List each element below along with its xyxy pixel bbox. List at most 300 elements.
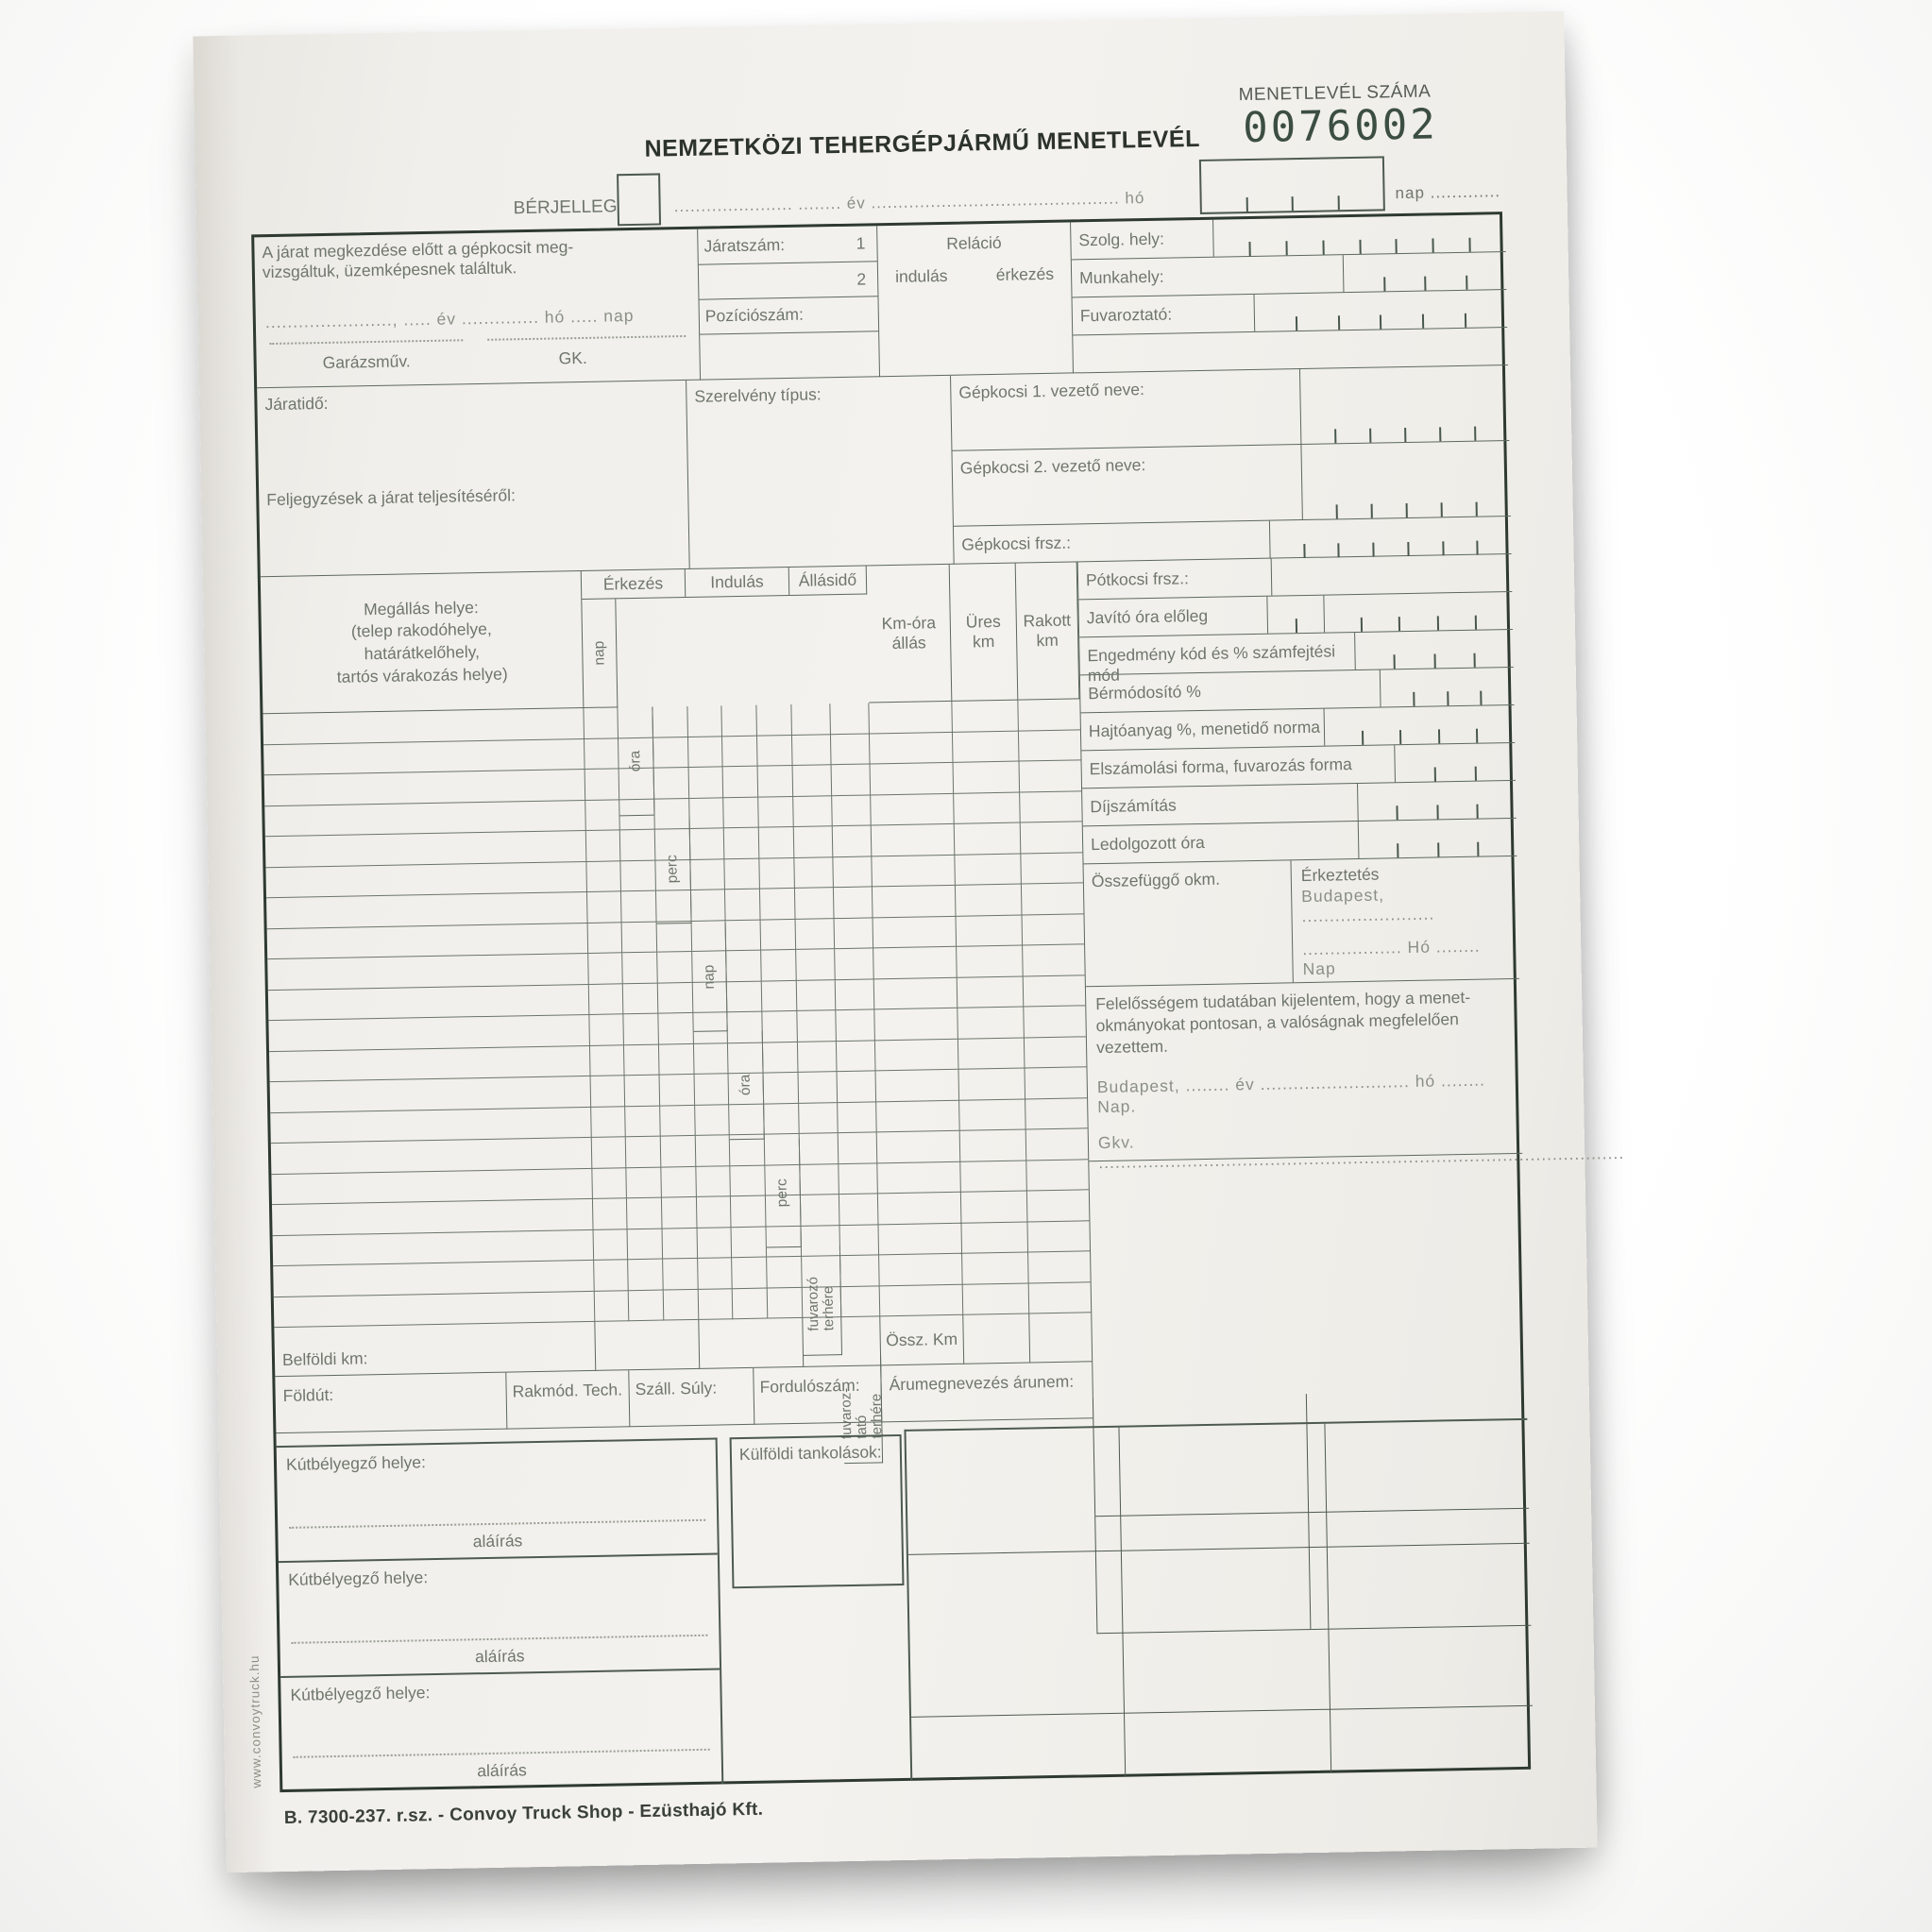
stop-table-cell [764,1073,800,1104]
tick-mark [1397,805,1398,820]
elszamolasi-label: Elszámolási forma, fuvarozás forma [1081,745,1396,788]
indulas-header-label: Indulás [710,571,764,592]
stop-table-cell [876,1070,960,1102]
stop-table-cell [761,950,797,981]
stop-table-cell [698,1228,733,1259]
indulas-header [686,568,790,598]
stop-table-cell [763,1042,799,1073]
tick-mark [1476,805,1478,819]
megallas-header [261,571,585,714]
belfoldi-ures-cell [963,1313,1030,1364]
stop-table-cell [621,891,657,923]
stop-table-cell [722,736,758,767]
stop-table-cell [799,1072,839,1103]
berjelleg-label: BÉRJELLEG [513,196,618,219]
indulas-label: indulás [894,265,948,286]
stop-table-cell [871,763,955,795]
kulfoldi-box [730,1434,905,1588]
stop-table-cell [626,1137,662,1168]
tick-mark [1436,805,1438,819]
arumegnevezes-cell [881,1362,1093,1422]
stop-table-cell [695,1105,730,1136]
stop-table-cell [660,1105,696,1136]
stop-table-cell [841,1286,881,1317]
tick-mark [1406,503,1408,517]
stop-table-cell [876,1100,960,1132]
tick-mark [1433,653,1435,668]
szall-suly-cell [629,1368,754,1427]
grid-3x3-cell [1124,1709,1330,1777]
stop-table-cell [759,827,795,858]
stop-table-cell [831,734,871,765]
stop-table-cell [870,732,954,764]
stop-table-cell [627,1198,663,1229]
stop-table-cell [1024,1006,1086,1038]
stop-table-cell [767,1226,803,1257]
form-title: NEMZETKÖZI TEHERGÉPJÁRMŰ MENETLEVÉL [644,125,1201,162]
stop-table-cell [797,980,837,1011]
stop-table-cell [595,1291,630,1322]
grid-3x3 [904,1418,1534,1781]
szerelveny-cell [686,376,955,569]
stop-table-cell [593,1198,628,1229]
stop-table-cell [1019,730,1081,762]
grid-3x3-cell [908,1551,1124,1717]
stop-table-cell [958,1008,1025,1040]
alairas-label: aláírás [477,1760,527,1781]
stop-table-cell [871,793,955,825]
stop-table-cell [729,1074,765,1105]
stop-table-cell [658,982,694,1013]
stop-table-cell [699,1289,734,1320]
tick-mark [1248,242,1250,256]
stop-table-cell [957,946,1024,978]
tick-mark [1371,504,1373,518]
tick-mark [1474,427,1476,441]
tick-mark [1338,315,1340,330]
fuvaroztato-label: Fuvaroztató: [1079,304,1173,326]
tick-mark [1383,277,1385,291]
erkezes-nap-col [582,599,618,708]
allasido-header [789,566,868,595]
gepkocsi1-row [951,365,1509,451]
pozicioszam-label: Pozíciószám: [704,304,805,326]
stop-table-cell [594,1229,629,1261]
stop-table-cell [960,1129,1027,1161]
kutbelyegzo-label: Kútbélyegző helye: [290,1683,431,1704]
erkeztetes-budapest: Budapest, ........................ [1301,885,1435,926]
footer-note: B. 7300-237. r.sz. - Convoy Truck Shop - Ezüsthajó Kft. [283,1799,764,1829]
tick-mark [1432,238,1434,252]
stop-table-cell [768,1287,804,1318]
stop-table-cell [875,1039,959,1071]
stop-table-cell [793,765,833,796]
tick-mark [1475,616,1477,630]
kulfoldi-label: Külföldi tankolások: [738,1442,882,1465]
gepkocsi2-row [952,441,1510,527]
stop-table-cell [955,854,1022,886]
stop-table-cell [761,919,797,950]
stop-table-cell [961,1222,1028,1254]
tick-mark [1372,543,1374,557]
erkezes-header [582,569,686,600]
stop-table-cell [764,1103,800,1134]
ora-vlabel: óra [737,1074,754,1096]
stop-table-cell [756,704,792,736]
nap-vlabel: nap [590,640,608,666]
stop-table-cell [591,1107,626,1138]
tick-mark [1439,427,1441,441]
stop-table-cell [767,1257,803,1288]
stop-table-cell [839,1225,879,1256]
kutbelyegzo-stack [277,1438,724,1792]
potkocsi-label: Pótkocsi frsz.: [1078,559,1273,600]
kutbelyegzo-label: Kútbélyegző helye: [285,1452,427,1474]
stop-table-cell [1020,760,1082,792]
munkahely-comb [1343,252,1507,292]
tick-mark [1285,241,1287,255]
gepkocsi1-label: Gépkocsi 1. vezető neve: [951,369,1301,450]
stop-table-cell [1024,975,1086,1008]
stop-table-cell [732,1258,768,1289]
berjelleg-date-line: ...................... ........ év .............................................. hó [673,189,1145,216]
stop-table-cell [661,1136,697,1167]
stop-table-cell [878,1193,962,1225]
stop-table-cell [694,1043,729,1075]
declaration-line2: okmányokat pontosan, a valóságnak megfelelően [1095,1009,1460,1036]
stop-table-cell [730,1165,766,1196]
stop-table-cell [956,885,1023,917]
tick-mark [1380,314,1381,329]
stop-table-cell [830,703,870,734]
erkeztetes-label: Érkeztetés [1300,864,1380,886]
stop-table-cell [728,1042,764,1074]
stop-table-cell [664,1289,700,1320]
stop-table-cell [1025,1067,1087,1099]
tick-mark [1466,276,1467,290]
stop-table-cell [663,1228,699,1259]
rakott-label: Rakott km [1023,610,1072,651]
tick-mark [1394,654,1396,669]
berjelleg-box [617,173,661,226]
stop-table-cell [619,737,654,769]
stop-table-cell [953,731,1020,763]
tick-mark [1473,653,1475,668]
stop-table-cell [832,795,872,826]
erkezes-header-label: Érkezés [602,573,664,594]
stop-table-cell [1029,1282,1092,1314]
stop-table-cell [958,1069,1025,1101]
tick-mark [1396,239,1398,253]
fuvaroztato-row [1073,290,1508,335]
foldut-cell [275,1373,507,1433]
stop-table-cell [834,887,873,918]
fordulo-cell [754,1365,882,1424]
stop-table-cell [765,1164,801,1195]
hajtoanyag-label: Hajtóanyag %, menetidő norma [1081,709,1326,751]
belfoldi-indulas-cell [699,1318,804,1369]
stop-table-cell [693,982,728,1013]
stop-table-cell [872,855,956,887]
tick-mark [1438,729,1440,743]
ossz-km-cell [880,1315,964,1366]
szall-suly-label: Száll. Súly: [635,1378,718,1399]
tick-mark [1465,314,1466,328]
stop-table-cell [619,799,655,830]
driver-column [951,365,1512,565]
stop-table-cell [954,762,1021,794]
stop-table-cell [955,823,1022,856]
relacio-label: Reláció [946,232,1002,253]
stop-table-cell [957,915,1024,947]
form-outer-border [251,212,1625,1792]
stop-table-cell [1023,914,1085,946]
tick-mark [1334,429,1336,443]
stop-table-cell [879,1254,963,1286]
stop-table-cell [793,796,833,827]
tick-mark [1292,196,1294,211]
stop-table-cell [663,1259,699,1290]
engedmeny-label: Engedmény kód és % számfejtési mód [1079,633,1356,674]
tick-mark [1397,843,1398,857]
stop-table-cell [585,769,620,800]
stop-table-cell [798,1042,838,1073]
stop-table-cell [689,798,724,829]
stop-table-cell [625,1076,661,1107]
ora-vlabel: óra [627,750,644,772]
stop-table-cell [657,952,693,983]
declaration-box [1086,979,1625,1173]
tick-mark [1477,842,1479,856]
javito-label: Javító óra előleg [1078,597,1268,637]
stop-table-cell [656,890,692,922]
stop-table-cell [952,701,1019,733]
stop-table-cell [796,919,836,950]
ledolgozott-comb [1359,819,1517,858]
stop-table-cell [587,891,622,923]
stop-table-cell [797,1010,837,1042]
stop-table-cell [693,1012,728,1043]
stop-table-cell [658,1013,694,1044]
serial-number: 0076002 [1242,100,1439,153]
grid-3x3-cell [911,1713,1125,1781]
stop-table-cell [839,1132,878,1163]
stop-table-cell [802,1256,841,1287]
service-column [1071,214,1508,373]
stop-table-cell [1018,699,1080,731]
jaratszam-label: Járatszám: [703,235,786,256]
tick-mark [1303,544,1305,558]
szolg-hely-comb [1212,214,1506,257]
stop-table-cell [958,976,1025,1008]
jaratszam-column [698,226,880,380]
kutbelyegzo-box-3 [280,1670,721,1791]
kutbelyegzo-label: Kútbélyegző helye: [288,1568,429,1589]
relacio-cell [877,222,1074,377]
stop-table-cell [733,1288,769,1319]
tick-mark [1475,767,1477,781]
stop-table-cell [762,1011,798,1042]
stop-table-cell [1020,791,1082,823]
kmora-label: Km-óra állás [881,613,937,653]
belfoldi-erkezes-cell [595,1320,700,1371]
stop-table-cell [696,1166,731,1197]
stop-table-cell [657,921,693,952]
megallas-line2: (telep rakodóhelye, [350,619,492,641]
jaratido-label: Járatidő: [264,393,329,415]
stop-table-cell [758,766,794,797]
erkezes-label: érkezés [995,263,1055,284]
garazsmuv-signature-line [269,339,463,345]
stop-table-cell [585,738,619,770]
stop-table-cell [623,1014,659,1045]
stop-table-cell [803,1287,842,1318]
stop-table-cell [655,859,691,890]
engedmeny-comb [1355,630,1514,669]
feljegyzesek-label: Feljegyzések a járat teljesítéséről: [266,485,517,510]
stop-table-cell [877,1131,961,1163]
stop-table-cell [869,702,953,734]
tick-mark [1434,767,1436,781]
gepkocsi2-comb [1301,441,1510,519]
stop-table-cell [689,767,724,798]
dijszamitas-comb [1358,781,1517,821]
tick-mark [1361,618,1363,632]
stop-table-cell [588,953,623,984]
gepkocsi2-label: Gépkocsi 2. vezető neve: [952,445,1302,526]
rakott-header [1016,562,1080,700]
stop-table-cell [963,1283,1030,1315]
stop-table-cell [729,1104,765,1135]
serial-label: MENETLEVÉL SZÁMA [1238,81,1432,106]
tick-mark [1441,502,1443,517]
stop-table-cell [1026,1128,1089,1161]
stop-table-cell [880,1284,964,1316]
grid-3x3-cell [1330,1705,1534,1773]
alairas-dotted-line [291,1635,707,1644]
stop-table-cell [873,916,958,948]
stop-table-cell [833,825,873,856]
tick-mark [1296,316,1297,330]
stop-table-cell [659,1043,695,1075]
tick-mark [1477,541,1479,555]
stop-table-cell [628,1229,664,1260]
inspection-line2: vizsgáltuk, üzemképesnek találtuk. [262,258,517,282]
stop-table-cell [766,1195,802,1227]
javito-comb [1324,592,1513,633]
stop-table-cell [586,861,621,892]
tick-mark [1404,428,1406,442]
stop-table-cell [589,1014,624,1045]
stop-table-cell [801,1226,840,1257]
alairas-label: aláírás [472,1531,523,1551]
stop-table-cell [765,1134,801,1165]
stop-table-cell [796,949,836,980]
tick-mark [1424,277,1426,291]
stop-table-cell [835,918,874,949]
stop-table-cell [878,1223,962,1255]
stop-table-cell [692,921,727,952]
stop-table-cell [691,890,726,921]
stop-table-cell [628,1260,664,1291]
stop-table-cell [625,1106,661,1137]
paper-sheet [193,11,1625,1873]
fuvaroztato-comb [1254,290,1508,331]
stop-table-cell [839,1194,879,1225]
tick-mark [1469,238,1471,252]
alairas-dotted-line [289,1519,705,1529]
stop-table-cell [723,767,759,798]
pozicioszam-row [700,297,879,334]
allasido-header-label: Állásidő [798,569,857,590]
stop-table-cell [661,1166,697,1197]
gk-signature-line [487,335,686,341]
stop-table-cell [584,707,619,738]
stop-table-cell [732,1227,768,1258]
stop-table-cell [698,1258,733,1289]
tick-mark [1447,691,1449,705]
nap-label: nap ............. [1395,182,1501,203]
stop-table-cell [840,1255,880,1286]
perc-vlabel: perc [773,1178,791,1208]
stop-table-cell [791,703,831,735]
tick-mark [1398,617,1400,631]
bermodosito-label: Bérmódosító % [1080,670,1381,713]
fordulo-label: Fordulószám: [759,1375,860,1397]
tick-mark [1246,197,1247,212]
stop-table-cell [1025,1098,1088,1130]
stop-table-cell [690,859,725,890]
stop-table-cell [591,1076,626,1107]
stop-table-cell [652,706,688,737]
stop-table-cell [660,1075,696,1106]
stop-table-cell [726,920,762,951]
stop-table-cell [654,798,690,829]
belfoldi-allasido-cell [803,1316,881,1366]
tick-mark [1322,241,1324,255]
belfoldi-rakott-cell [1029,1313,1092,1363]
stop-table-cell [730,1135,766,1166]
stop-table-cell [873,947,958,979]
stop-table-cell [690,828,725,859]
stop-table-cell [1027,1190,1090,1222]
tick-mark [1476,729,1478,743]
bermodosito-comb [1381,668,1515,707]
szerelveny-label: Szerelvény típus: [694,384,822,406]
stop-table-cell [588,923,623,954]
stop-table-cell [585,800,620,831]
osszefuggo-cell [1084,860,1294,986]
stop-table-cell [1026,1160,1089,1192]
declaration-line3: vezettem. [1095,1036,1169,1058]
megallas-line1: Megállás helye: [363,597,479,619]
side-url: www.convoytruck.hu [246,1654,264,1788]
arumegnevezes-label: Árumegnevezés árunem: [889,1371,1075,1395]
stop-table-cell [626,1167,662,1198]
stop-table-cell [799,1103,839,1134]
stop-table-cell [795,888,835,919]
stop-table-cell [622,953,658,984]
elszamolasi-comb [1395,743,1516,782]
tick-mark [1369,429,1371,443]
stop-table-cell [1022,883,1084,915]
ures-header [950,564,1019,702]
stop-table-cell [962,1252,1029,1284]
stop-table-cell [623,983,659,1014]
tick-mark [1336,504,1338,518]
stop-table-cell [794,826,834,857]
stop-table-cell [618,707,653,738]
